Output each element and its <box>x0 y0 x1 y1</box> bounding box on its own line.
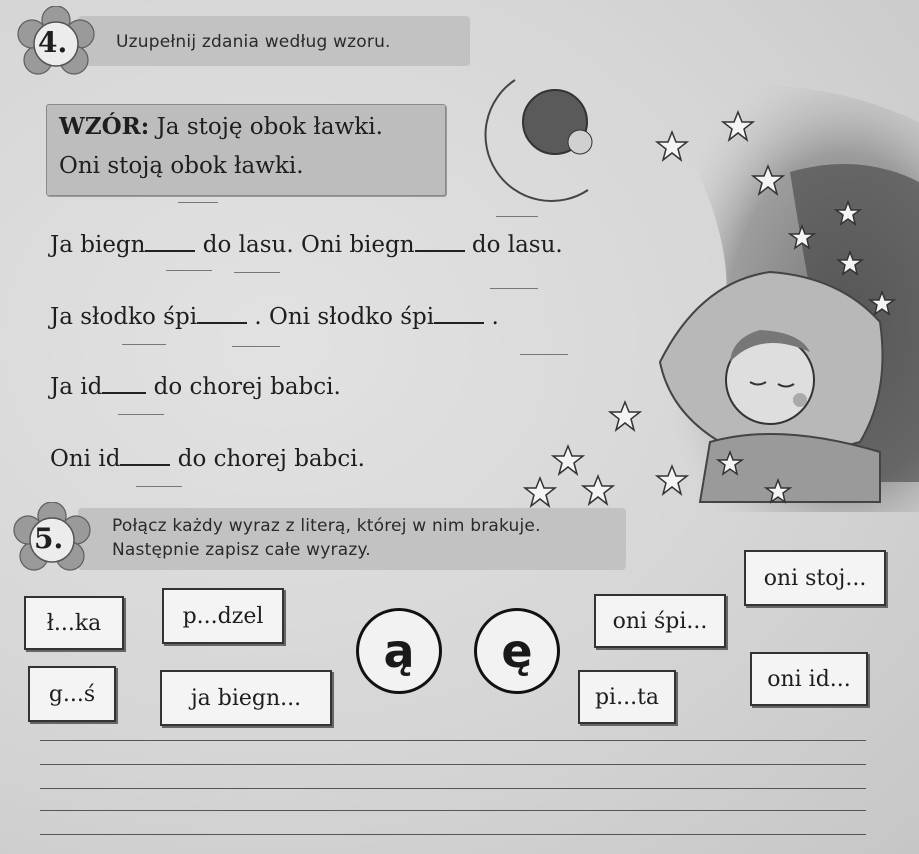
sentence-text: . <box>484 304 499 330</box>
example-line-2: Oni stoją obok ławki. <box>59 153 304 179</box>
guide-line <box>232 346 280 347</box>
answer-blank[interactable] <box>197 298 247 324</box>
example-line-1 <box>59 113 383 140</box>
word-box-ges[interactable]: g...ś <box>28 666 116 722</box>
sentence-text: Ja id <box>50 374 103 400</box>
example-label: WZÓR: <box>59 113 150 140</box>
exercise-5-instruction-line-2: Następnie zapisz całe wyrazy. <box>112 540 371 560</box>
word-box-luka[interactable]: ł...ka <box>24 596 124 650</box>
answer-blank[interactable] <box>415 226 465 252</box>
sentence-text: do chorej babci. <box>170 446 365 472</box>
guide-line <box>136 486 182 487</box>
writing-line[interactable] <box>40 834 866 835</box>
writing-line[interactable] <box>40 740 866 741</box>
sentence-text: Oni id <box>50 446 121 472</box>
answer-blank[interactable] <box>145 226 195 252</box>
answer-blank[interactable] <box>120 440 170 466</box>
sleeping-child-illustration <box>460 62 919 512</box>
writing-line[interactable] <box>40 764 866 765</box>
letter-circle-e-ogonek[interactable]: ę <box>474 608 560 694</box>
example-box <box>46 104 446 196</box>
exercise-4-number: 4. <box>38 26 68 59</box>
moon-icon <box>485 80 592 201</box>
letter-circle-a-ogonek[interactable]: ą <box>356 608 442 694</box>
sentence-text: do chorej babci. <box>146 374 341 400</box>
answer-blank[interactable] <box>102 368 146 394</box>
guide-line <box>118 414 164 415</box>
sentence-4 <box>50 440 365 472</box>
guide-line <box>178 202 218 203</box>
word-box-oni-spi[interactable]: oni śpi... <box>594 594 726 648</box>
exercise-4-instruction: Uzupełnij zdania według wzoru. <box>116 32 391 52</box>
writing-line[interactable] <box>40 788 866 789</box>
writing-line[interactable] <box>40 810 866 811</box>
sentence-text: Ja biegn <box>50 232 146 258</box>
word-box-ja-biegn[interactable]: ja biegn... <box>160 670 332 726</box>
sentence-text: do lasu. <box>464 232 563 258</box>
sentence-3 <box>50 368 341 400</box>
example-text-1: Ja stoję obok ławki. <box>156 114 383 140</box>
word-box-pieta[interactable]: pi...ta <box>578 670 676 724</box>
word-box-pedzel[interactable]: p...dzel <box>162 588 284 644</box>
guide-line <box>234 272 280 273</box>
word-box-oni-id[interactable]: oni id... <box>750 652 868 706</box>
sentence-text: do lasu. Oni biegn <box>195 232 415 258</box>
word-box-oni-stoj[interactable]: oni stoj... <box>744 550 886 606</box>
exercise-5-instruction-line-1: Połącz każdy wyraz z literą, której w nim brakuje. <box>112 516 541 536</box>
sentence-text: Ja słodko śpi <box>50 304 198 330</box>
guide-line <box>166 270 212 271</box>
sentence-text: . Oni słodko śpi <box>247 304 435 330</box>
sentence-2 <box>50 298 499 330</box>
guide-line <box>122 344 166 345</box>
exercise-5-number: 5. <box>34 522 64 555</box>
